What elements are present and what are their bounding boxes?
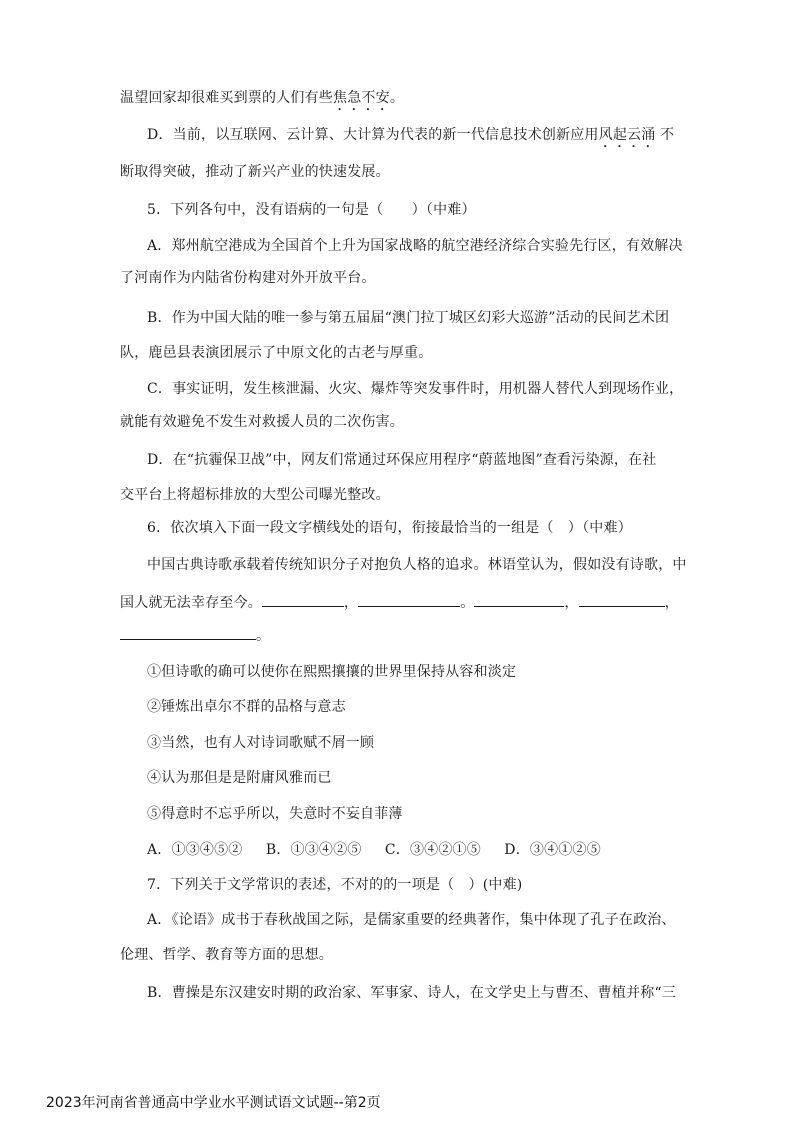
text-line <box>120 88 404 114</box>
answer-blank-3[interactable] <box>474 592 564 607</box>
answer-blank-5[interactable] <box>120 625 256 640</box>
text-segment: ， <box>564 595 579 611</box>
q6-passage-line-3 <box>120 625 270 646</box>
q6-passage-line-1: 中国古典诗歌承载着传统知识分子对抱负人格的追求。林语堂认为，假如没有诗歌，中 <box>147 557 687 573</box>
emphasized-phrase: 焦急不安 <box>333 90 390 106</box>
question-6: 6．依次填入下面一段文字横线处的语句，衔接最恰当的一组是（ ）（中难） <box>147 520 632 536</box>
question-5: 5．下列各句中，没有语病的一句是（ ）（中难） <box>147 202 476 218</box>
q5-option-c-line-1: C．事实证明，发生核泄漏、火灾、爆炸等突发事件时，用机器人替代人到现场作业， <box>147 381 684 397</box>
sentence-5: ⑤得意时不忘乎所以，失意时不妄自菲薄 <box>147 806 403 822</box>
q6-option-d: D．③④①②⑤ <box>504 842 601 858</box>
q6-option-b: B．①③④②⑤ <box>265 842 362 858</box>
text-segment: 。 <box>256 628 271 644</box>
text-segment: ， <box>664 595 679 611</box>
text-segment: D．当前，以互联网、云计算、大计算为代表的新一代信息技术创新应用 <box>147 127 599 143</box>
q5-option-c-line-2: 就能有效避免不发生对救援人员的二次伤害。 <box>120 414 404 430</box>
q5-option-d-line-1: D．在“抗霾保卫战”中，网友们常通过环保应用程序“蔚蓝地图”查看污染源，在社 <box>147 452 657 468</box>
option-d-line-1 <box>147 125 674 151</box>
sentence-4: ④认为那但是是附庸风雅而已 <box>147 770 332 786</box>
q6-options <box>147 840 601 860</box>
text-segment: 国人就无法幸存至今。 <box>120 595 262 611</box>
q7-option-a-line-2: 伦理、哲学、教育等方面的思想。 <box>120 947 333 963</box>
answer-blank-2[interactable] <box>358 592 460 607</box>
sentence-3: ③当然，也有人对诗词歌赋不屑一顾 <box>147 735 375 751</box>
text-segment: ， <box>344 595 359 611</box>
answer-blank-1[interactable] <box>262 592 344 607</box>
q5-option-d-line-2: 交平台上将超标排放的大型公司曝光整改。 <box>120 487 390 503</box>
q7-option-a-line-1: A．《论语》成书于春秋战国之际，是儒家重要的经典著作，集中体现了孔子在政治、 <box>147 912 676 928</box>
q6-passage-line-2 <box>120 592 679 613</box>
q5-option-b-line-2: 队，鹿邑县表演团展示了中原文化的古老与厚重。 <box>120 345 433 361</box>
q5-option-a-line-2: 了河南作为内陆省份构建对外开放平台。 <box>120 270 376 286</box>
question-7: 7．下列关于文学常识的表述，不对的的一项是（ ）(中难) <box>147 877 523 893</box>
answer-blank-4[interactable] <box>579 592 665 607</box>
q5-option-b-line-1: B．作为中国大陆的唯一参与第五届届“澳门拉丁城区幻彩大巡游”活动的民间艺术团 <box>147 310 670 326</box>
page-footer: 2023年河南省普通高中学业水平测试语文试题--第2页 <box>46 1095 381 1111</box>
text-segment: 温望回家却很难买到票的人们有些 <box>120 90 333 106</box>
option-d-line-2: 断取得突破，推动了新兴产业的快速发展。 <box>120 164 390 180</box>
emphasized-phrase: 风起云涌 <box>598 127 656 143</box>
q5-option-a-line-1: A．郑州航空港成为全国首个上升为国家战略的航空港经济综合实验先行区，有效解决 <box>147 238 683 254</box>
q6-option-c: C．③④②①⑤ <box>384 842 481 858</box>
text-segment: 不 <box>655 127 675 143</box>
q7-option-b-line-1: B．曹操是东汉建安时期的政治家、军事家、诗人，在文学史上与曹丕、曹植并称“三 <box>147 985 677 1001</box>
q6-option-a: A．①③④⑤② <box>147 842 243 858</box>
text-segment: 。 <box>389 90 405 106</box>
sentence-1: ①但诗歌的确可以使你在熙熙攘攘的世界里保持从容和淡定 <box>147 664 517 680</box>
text-segment: 。 <box>460 595 475 611</box>
sentence-2: ②锤炼出卓尔不群的品格与意志 <box>147 699 346 715</box>
